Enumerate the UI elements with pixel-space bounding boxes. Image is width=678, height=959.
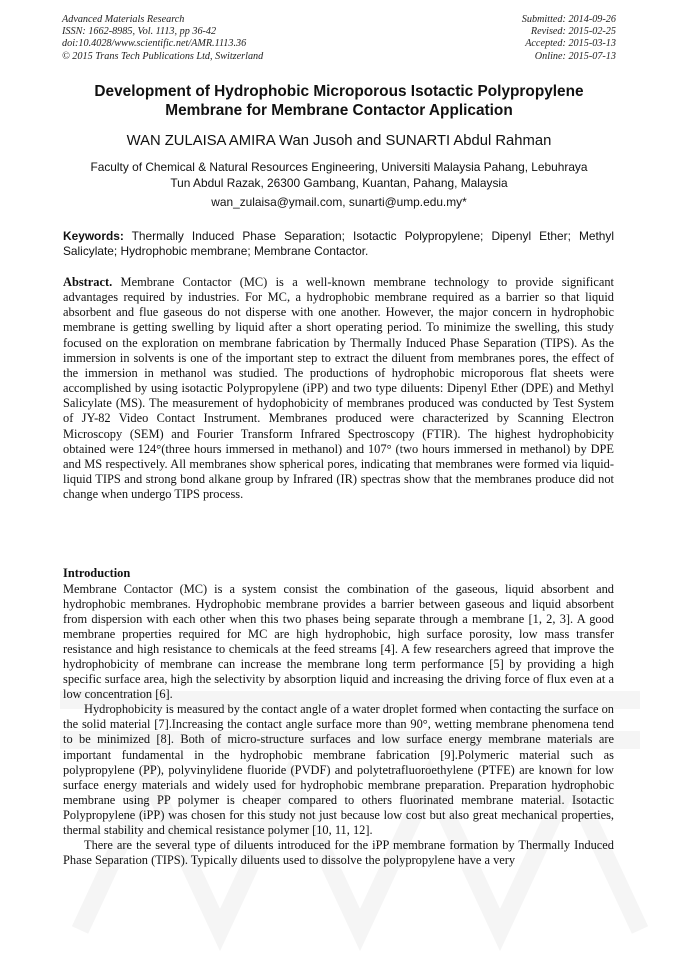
- affiliation-line-1: Faculty of Chemical & Natural Resources Engineering, Universiti Malaysia Pahang, Lebuhraya: [90, 160, 588, 174]
- copyright: © 2015 Trans Tech Publications Ltd, Switzerland: [62, 50, 264, 62]
- author-emails: wan_zulaisa@ymail.com, sunarti@ump.edu.my*: [211, 195, 467, 209]
- abstract-text: Membrane Contactor (MC) is a well-known membrane technology to provide significant advantages required by industries. For MC, a hydrophobic membrane required as a barrier so that liquid absorbent and flue gaseous do not disperse with one another. However, the major concern in hydrophobic membrane is getting swelling by liquid after a short operating period. To minimize the swelling, this study focused on the exploration on membrane fabrication by Thermally Induced Phase Separation (TIPS). As the immersion in solvents is one of the important step to extract the diluent from membranes pores, the effect of the immersion in methanol was studied. The productions of hydrophobic microporous flat sheets were accomplished by using isotactic Polypropylene (iPP) and two type diluents: Dipenyl Ether (DPE) and Methyl Salicylate (MS). The measurement of hydophobicity of membranes produced was conducted by Test System of JY-82 Video Contact Instrument. Membranes produced were characterized by Scanning Electron Microscopy (SEM) and Fourier Transform Infrared Spectroscopy (FTIR). The highest hydrophobicity obtained were 124°(three hours immersed in methanol) and 107° (two hours immersed in methanol) by DPE and MS respectively. All membranes show spherical pores, indicating that membranes were formed via liquid-liquid TIPS and strong bond alkane group by Infrared (IR) spectras show that the membranes produce did not change when undergo TIPS process.: [63, 275, 614, 502]
- intro-paragraph-2: Hydrophobicity is measured by the contact angle of a water droplet formed when contacting the surface on the solid material [7].Increasing the contact angle surface more than 90°, wetting membrane phenomena tend to be minimized [8]. Both of micro-structure surfaces and low surface energy membrane materials are important fundamental in the hydrophobic membrane fabrication [9].Polymeric material such as polypropylene (PP), polyvinylidene fluoride (PVDF) and polytetrafluoroethylene (PTFE) are known for low surface energy materials and widely used for hydrophobic membrane preparation. Preparation hydrophobic membrane using PP polymer is cheaper compared to others fluorinated membrane material. Isotactic Polypropylene (iPP) was chosen for this study not just because low cost but also great mechanical properties, thermal stability and chemical resistance polymer [10, 11, 12].: [63, 702, 614, 837]
- accepted-date: Accepted: 2015-03-13: [525, 38, 616, 50]
- title-line-1: Development of Hydrophobic Microporous Isotactic Polypropylene: [94, 83, 584, 100]
- paper-title: [40, 82, 638, 120]
- abstract-label: Abstract.: [63, 275, 113, 289]
- keywords-text: Thermally Induced Phase Separation; Isotactic Polypropylene; Dipenyl Ether; Methyl Salicylate; Hydrophobic membrane; Membrane Contactor.: [63, 229, 614, 259]
- journal-info: [62, 14, 263, 63]
- section-heading-introduction: Introduction: [63, 566, 131, 580]
- affiliation-line-2: Tun Abdul Razak, 26300 Gambang, Kuantan, Pahang, Malaysia: [170, 175, 508, 190]
- submission-dates: [522, 14, 616, 63]
- authors: WAN ZULAISA AMIRA Wan Jusoh and SUNARTI Abdul Rahman: [126, 133, 552, 149]
- affiliation: [40, 160, 638, 191]
- title-line-2: Membrane for Membrane Contactor Application: [165, 102, 513, 119]
- online-date: Online: 2015-07-13: [534, 50, 616, 62]
- introduction-body: [63, 582, 614, 868]
- revised-date: Revised: 2015-02-25: [530, 26, 616, 38]
- intro-paragraph-1: Membrane Contactor (MC) is a system consist the combination of the gaseous, liquid absorbent and hydrophobic membranes. Hydrophobic membrane provides a barrier between gaseous and liquid absorbent from dispersion with each other when this two phases being separate through a membrane [1, 2, 3]. A good membrane properties required for MC are high hydrophobic, high surface porosity, low mass transfer resistance and high resistance to chemicals at the feed streams [4]. A few researchers agreed that improve the hydrophobicity of membrane can increase the membrane long term performance [5] by providing a high specific surface area, high the selectivity by absorption liquid and increasing the driving force of flux even at a low concentration [6].: [63, 582, 614, 702]
- submitted-date: Submitted: 2014-09-26: [521, 14, 616, 25]
- doi: doi:10.4028/www.scientific.net/AMR.1113.36: [62, 38, 247, 50]
- keywords-label: Keywords:: [63, 229, 124, 243]
- abstract: [63, 275, 614, 502]
- issn-volume: ISSN: 1662-8985, Vol. 1113, pp 36-42: [62, 26, 217, 38]
- intro-paragraph-3: There are the several type of diluents introduced for the iPP membrane formation by Thermally Induced Phase Separation (TIPS). Typically diluents used to dissolve the polypropylene have a very: [63, 837, 614, 867]
- keywords: [63, 229, 614, 259]
- journal-name: Advanced Materials Research: [62, 14, 185, 25]
